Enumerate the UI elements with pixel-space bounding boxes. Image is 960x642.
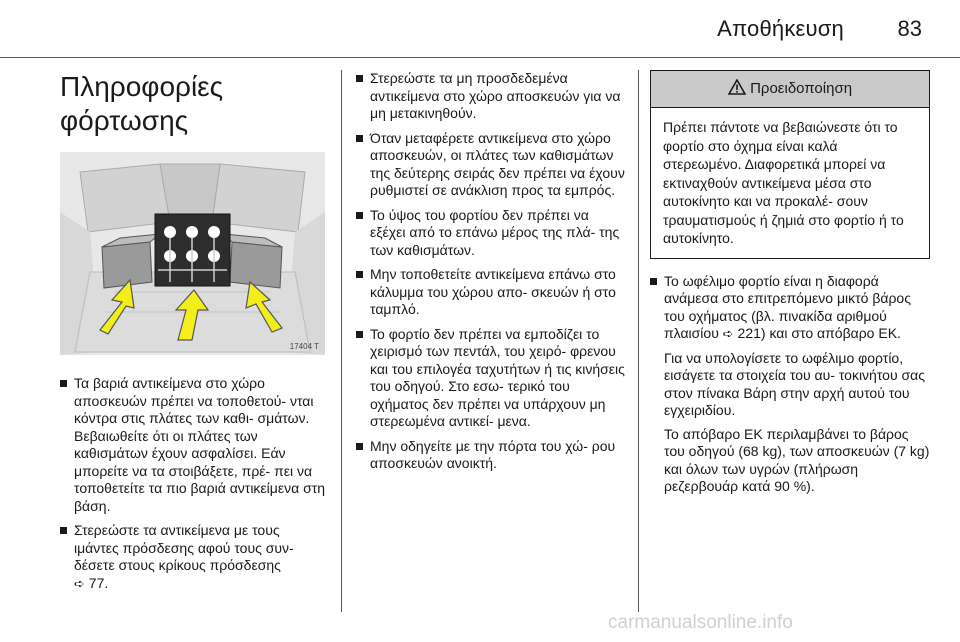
watermark: carmanualsonline.info (608, 612, 793, 633)
bullet-text: Στερεώστε τα αντικείμενα με τους ιμάντες πρόσδεσης αφού τους συν- δέσετε στους κρίκους πρόσδεσης (74, 522, 294, 573)
warning-text: Πρέπει πάντοτε να βεβαιώνεστε ότι το φορτίο στο όχημα είναι καλά στερεωμένο. Διαφορετικά μπορεί να εκτιναχθούν αντικείμενα μέσα στο αυτοκίνητο και να προκαλέ- σουν τραυματισμούς ή ζημιά στο φορτίο ή το αυτοκίνητο. (663, 119, 904, 246)
list-item: Όταν μεταφέρετε αντικείμενα στο χώρο αποσκευών, οι πλάτες των καθισμάτων της δεύτερης σειράς δεν πρέπει να έχουν ρυθμιστεί σε ανάκλιση προς τα εμπρός. (356, 130, 626, 200)
page-reference-arrow-icon: ➪ (722, 326, 734, 341)
header-rule (0, 57, 960, 58)
list-item (60, 522, 328, 592)
warning-triangle-icon (728, 79, 746, 95)
list-item: Μην τοποθετείτε αντικείμενα επάνω στο κάλυμμα του χώρου απο- σκευών ή στο ταμπλό. (356, 266, 626, 319)
page-reference: 221) και στο απόβαρο ΕΚ. (737, 325, 901, 341)
column-divider (638, 70, 639, 612)
section-title-line1: Πληροφορίες (60, 71, 224, 102)
paragraph: Το απόβαρο ΕΚ περιλαμβάνει το βάρος του οδηγού (68 kg), των αποσκευών (7 kg) και όλων των υγρών (πλήρωση ρεζερβουάρ κατά 90 %). (664, 425, 930, 494)
warning-header (651, 71, 929, 108)
list-item (650, 273, 930, 343)
bullet-list (650, 273, 930, 343)
bullet-list (356, 70, 626, 473)
page-reference-arrow-icon: ➪ (74, 575, 85, 591)
list-item: Το ύψος του φορτίου δεν πρέπει να εξέχει από το επάνω μέρος της πλά- της των καθισμάτων. (356, 207, 626, 260)
list-item: Μην οδηγείτε με την πόρτα του χώ- ρου αποσκευών ανοικτή. (356, 438, 626, 473)
page-reference: 77. (88, 574, 109, 591)
chapter-title: Αποθήκευση (717, 16, 844, 41)
column-divider (341, 70, 342, 612)
cargo-area-drawing (60, 152, 325, 355)
section-title (60, 70, 328, 138)
column-3 (650, 70, 930, 496)
section-title-line2: φόρτωσης (60, 105, 189, 136)
bullet-text: Το ωφέλιμο φορτίο είναι η διαφορά ανάμεσα στο επιτρεπόμενο μικτό βάρος του οχήματος (βλ. πινακίδα αριθμού πλαισίου (664, 272, 911, 341)
list-item: Το φορτίο δεν πρέπει να εμποδίζει το χειρισμό των πεντάλ, του χειρό- φρενου και του επιλογέα ταχυτήτων ή τις κινήσεις του οδηγού. Στο εσω- τερικό του οχήματος δεν πρέπει να υπάρχουν μη στερεωμένα αντικεί- μενα. (356, 326, 626, 431)
figure-code: 17404 T (289, 342, 319, 351)
bullet-list (60, 375, 328, 592)
list-item: Στερεώστε τα μη προσδεδεμένα αντικείμενα στο χώρο αποσκευών για να μη μετακινηθούν. (356, 70, 626, 123)
column-2 (356, 70, 626, 480)
page-number: 83 (897, 16, 922, 41)
warning-box (650, 70, 930, 259)
list-item: Τα βαριά αντικείμενα στο χώρο αποσκευών πρέπει να τοποθετού- νται κόντρα στις πλάτες των καθι- σμάτων. Βεβαιωθείτε ότι οι πλάτες των καθισμάτων έχουν ασφαλίσει. Εάν μπορείτε να τα στοιβάξετε, πρέ- πει να τοποθετείτε τα πιο βαριά αντικείμενα στη βάση. (60, 375, 328, 515)
paragraph: Για να υπολογίσετε το ωφέλιμο φορτίο, εισάγετε τα στοιχεία του αυ- τοκινήτου σας στον πίνακα Βάρη στην αρχή αυτού του εγχειριδίου. (664, 349, 925, 418)
cargo-illustration (60, 152, 325, 355)
column-1 (60, 70, 328, 599)
warning-title: Προειδοποίηση (750, 80, 853, 97)
page-header (0, 0, 960, 58)
